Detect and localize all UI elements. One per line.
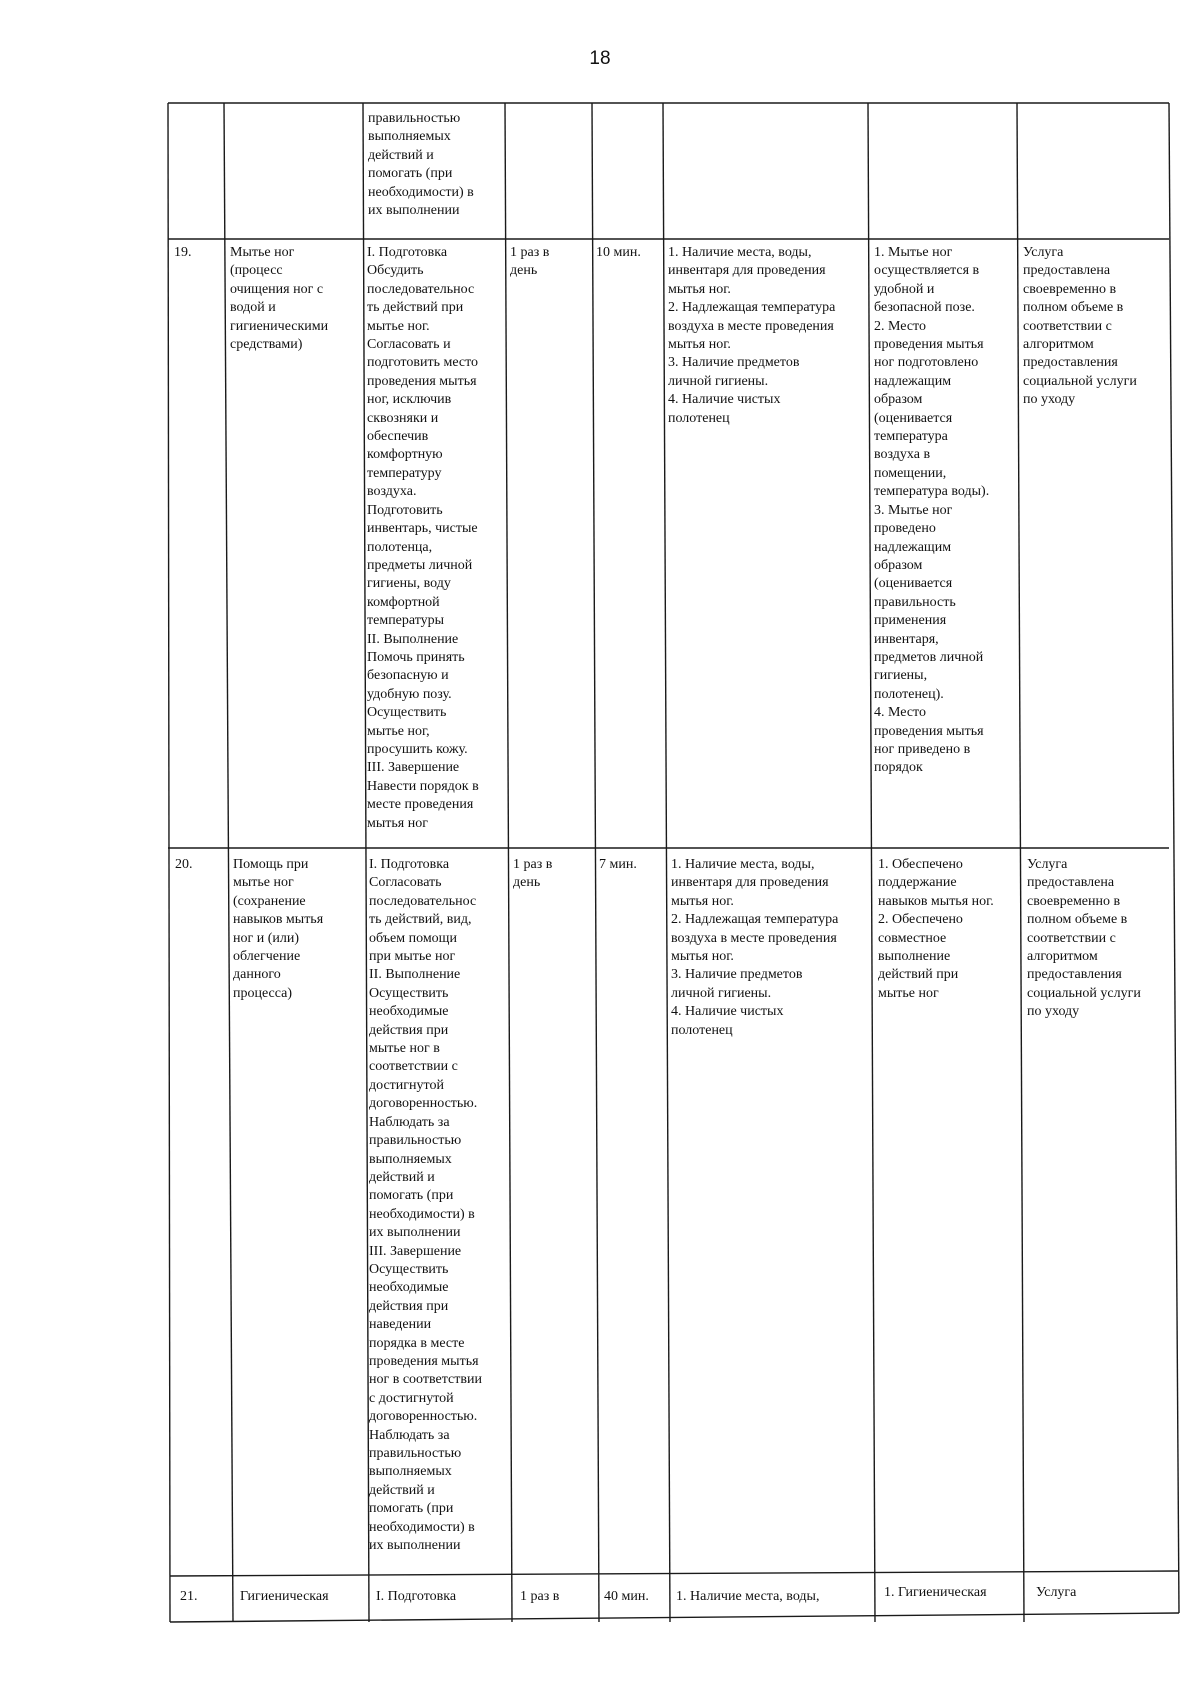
frequency: 1 раз в [520,1589,560,1604]
service-name: Мытье ног (процесс очищения ног с водой и гигиеническими средствами) [230,245,329,353]
procedure-description: I. Подготовка Обсудить последовательнос ть действий при мытье ног. Согласовать и подготовить место проведения мытья ног, исключив сквозняки и обеспечив комфортную температуру воздуха. Подготовить инвентарь, чистые полотенца, предметы личной гигиены, воду комфортной температуры II. Выполнение Помочь принять безопасную и удобную позу. Осуществить мытье ног, просушить кожу. III. Завершение Навести порядок в месте проведения мытья ног [367,245,479,831]
conditions: 1. Наличие места, воды, инвентаря для проведения мытья ног. 2. Надлежащая температура воздуха в месте проведения мытья ног. 3. Наличие предметов личной гигиены. 4. Наличие чистых полотенец [668,245,836,426]
quality-indicators: 1. Обеспечено поддержание навыков мытья ног. 2. Обеспечено совместное выполнение действий при мытье ног [878,857,994,1001]
result-evaluation: Услуга предоставлена своевременно в полном объеме в соответствии с алгоритмом предоставления социальной услуги по уходу [1023,245,1137,408]
frequency: 1 раз в день [510,245,550,279]
conditions: 1. Наличие места, воды, [676,1589,820,1604]
row-number: 20. [175,857,193,872]
result-evaluation: Услуга [1036,1585,1077,1600]
procedure-description: I. Подготовка [376,1589,457,1604]
conditions: 1. Наличие места, воды, инвентаря для проведения мытья ног. 2. Надлежащая температура воздуха в месте проведения мытья ног. 3. Наличие предметов личной гигиены. 4. Наличие чистых полотенец [671,857,839,1038]
duration: 10 мин. [596,245,641,260]
quality-indicators: 1. Мытье ног осуществляется в удобной и безопасной позе. 2. Место проведения мытья ног подготовлено надлежащим образом (оценивается температура воздуха в помещении, температура воды). 3. Мытье ног проведено надлежащим образом (оценивается правильность применения инвентаря, предметов личной гигиены, полотенец). 4. Место проведения мытья ног приведено в порядок [874,245,990,776]
procedure-description: I. Подготовка Согласовать последовательнос ть действий, вид, объем помощи при мытье ног II. Выполнение Осуществить необходимые действия при мытье ног в соответствии с достигнутой договоренностью. Наблюдать за правильностью выполняемых действий и помогать (при необходимости) в их выполнении III. Завершение Осуществить необходимые действия при наведении порядка в месте проведения мытья ног в соответствии с достигнутой договоренностью. Наблюдать за правильностью выполняемых действий и помогать (при необходимости) в их выполнении [369,857,482,1554]
duration: 40 мин. [604,1589,649,1604]
page-number: 18 [589,48,611,69]
row-number: 19. [174,245,192,260]
row-number: 21. [180,1589,198,1604]
service-name: Гигиеническая [240,1589,329,1604]
frequency: 1 раз в день [513,857,553,891]
duration: 7 мин. [599,857,637,872]
result-evaluation: Услуга предоставлена своевременно в полном объеме в соответствии с алгоритмом предоставления социальной услуги по уходу [1027,857,1141,1020]
quality-indicators: 1. Гигиеническая [884,1585,987,1600]
service-name: Помощь при мытье ног (сохранение навыков мытья ног и (или) облегчение данного процесса) [233,857,324,1001]
procedure-cell-continued: правильностью выполняемых действий и помогать (при необходимости) в их выполнении [368,111,474,219]
